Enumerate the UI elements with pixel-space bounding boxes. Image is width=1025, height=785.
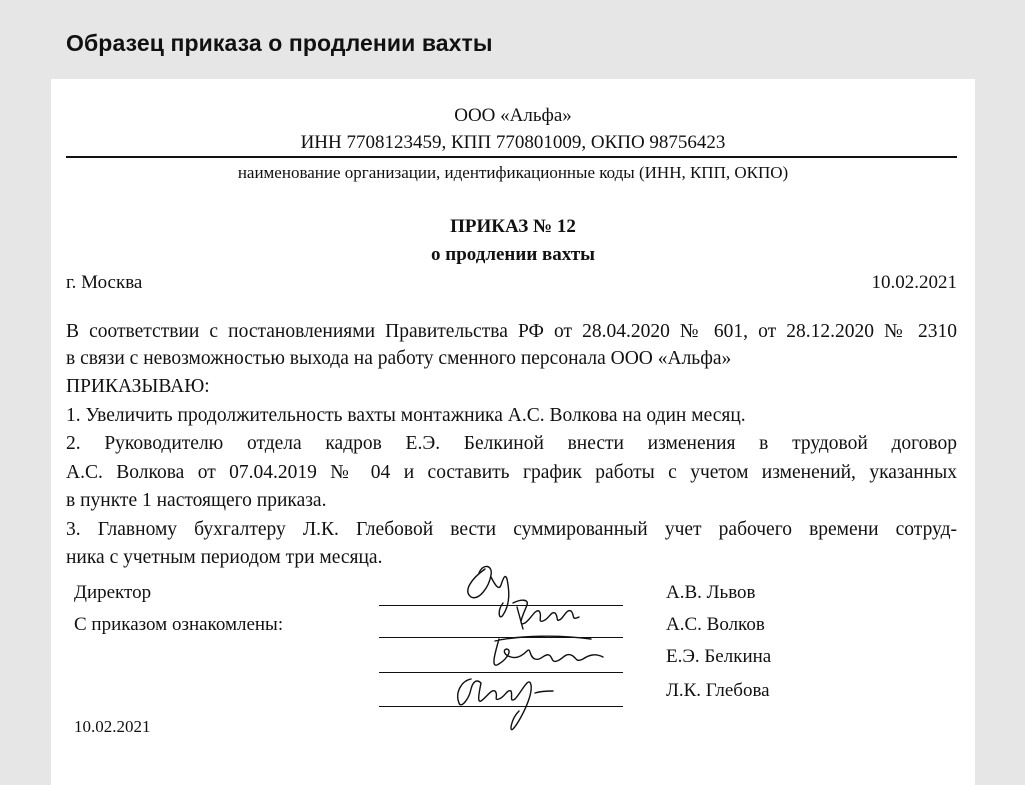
header-rule — [66, 156, 957, 158]
signature-line-belkina — [379, 672, 623, 673]
order-document — [51, 79, 975, 785]
order-text-line: 1. Увеличить продолжительность вахты монтажника А.С. Волкова на один месяц. — [66, 405, 746, 426]
order-subtitle: о продлении вахты — [431, 244, 595, 265]
order-text-line: 2. Руководителю отдела кадров Е.Э. Белкиной внести изменения в трудовой договор — [66, 433, 957, 454]
order-city: г. Москва — [66, 272, 143, 293]
order-text-line: В соответствии с постановлениями Правительства РФ от 28.04.2020 № 601, от 28.12.2020 № 2310 — [66, 321, 957, 342]
signature-line-volkov — [379, 637, 623, 638]
signature-line-director — [379, 605, 623, 606]
signature-line-glebova — [379, 706, 623, 707]
order-text-line: А.С. Волкова от 07.04.2019 № 04 и составить график работы с учетом изменений, указанных — [66, 462, 957, 483]
director-label: Директор — [74, 582, 152, 603]
organization-codes: ИНН 7708123459, КПП 770801009, ОКПО 98756423 — [300, 132, 726, 153]
order-title: ПРИКАЗ № 12 — [450, 216, 576, 237]
order-text-line: 3. Главному бухгалтеру Л.К. Глебовой вести суммированный учет рабочего времени сотруд- — [66, 519, 957, 540]
organization-caption: наименование организации, идентификационные коды (ИНН, КПП, ОКПО) — [237, 163, 789, 182]
organization-name: ООО «Альфа» — [454, 105, 572, 126]
director-signature — [468, 566, 509, 616]
acquainted-label: С приказом ознакомлены: — [74, 614, 284, 635]
employee-name: Е.Э. Белкина — [666, 646, 772, 667]
acquaintance-date: 10.02.2021 — [74, 717, 151, 736]
page-title: Образец приказа о продлении вахты — [66, 30, 493, 56]
glebova-signature — [458, 679, 553, 730]
belkina-signature — [494, 636, 603, 665]
order-text-line: в пункте 1 настоящего приказа. — [66, 490, 327, 511]
order-text-line: в связи с невозможностью выхода на работу сменного персонала ООО «Альфа» — [66, 348, 732, 369]
order-text-line: ПРИКАЗЫВАЮ: — [66, 376, 210, 397]
employee-name: А.С. Волков — [666, 614, 765, 635]
order-date: 10.02.2021 — [871, 272, 957, 293]
order-text-line: ника с учетным периодом три месяца. — [66, 547, 383, 568]
employee-name: Л.К. Глебова — [666, 680, 770, 701]
director-name: А.В. Львов — [666, 582, 756, 603]
